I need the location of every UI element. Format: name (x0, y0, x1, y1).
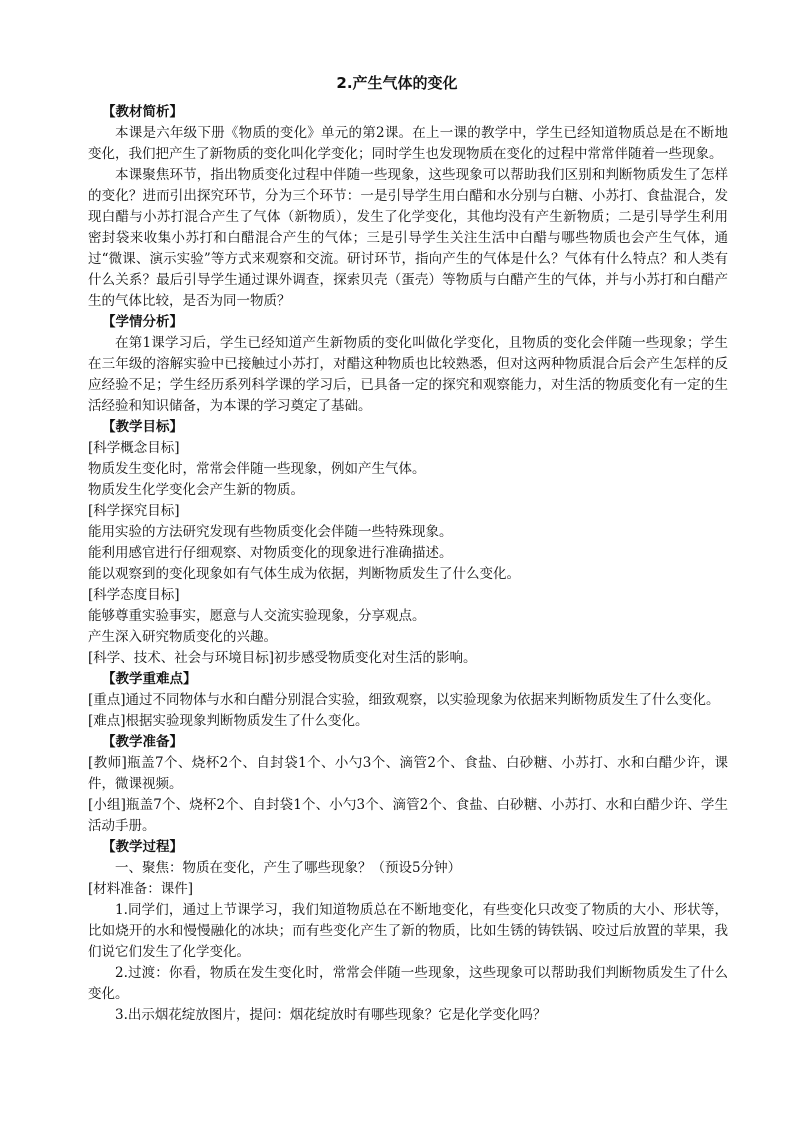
section-heading-students: 【学情分析】 (102, 314, 183, 330)
paragraph: 3.出示烟花绽放图片，提问：烟花绽放时有哪些现象？它是化学变化吗？ (115, 1007, 547, 1023)
paragraph: [难点]根据实验现象判断物质发生了什么变化。 (88, 713, 369, 729)
section-heading-process: 【教学过程】 (102, 839, 183, 855)
goal-line: 能用实验的方法研究发现有些物质变化会伴随一些特殊现象。 (88, 524, 453, 540)
paragraph: 2.过渡：你看，物质在发生变化时，常常会伴随一些现象，这些现象可以帮助我们判断物质发生了什么变化。 (88, 965, 728, 1002)
paragraph: 本课聚焦环节，指出物质变化过程中伴随一些现象，这些现象可以帮助我们区别和判断物质发生了怎样的变化？进而引出探究环节，分为三个环节：一是引导学生用白醋和水分别与白糖、小苏打、食盐混合，发现白醋与小苏打混合产生了气体（新物质），发生了化学变化，其他均没有产生新物质；二是引导学生利用密封袋来收集小苏打和白醋混合产生的气体；三是引导学生关注生活中白醋与哪些物质也会产生气体，通过“微课、演示实验”等方式来观察和交流。研讨环节，指向产生的气体是什么？气体有什么特点？和人类有什么关系？最后引导学生通过课外调查，探索贝壳（蛋壳）等物质与白醋产生的气体，并与小苏打和白醋产生的气体比较，是否为同一物质？ (88, 167, 728, 309)
goal-label: [科学概念目标] (88, 440, 180, 456)
goal-line: 物质发生变化时，常常会伴随一些现象，例如产生气体。 (88, 461, 426, 477)
section-heading-prep: 【教学准备】 (102, 734, 183, 750)
goal-label: [科学探究目标] (88, 503, 180, 519)
page-title: 2.产生气体的变化 (336, 74, 458, 92)
document-body (88, 102, 728, 1026)
paragraph: 1.同学们，通过上节课学习，我们知道物质总在不断地变化，有些变化只改变了物质的大小、形状等，比如烧开的水和慢慢融化的冰块；而有些变化产生了新的物质，比如生锈的铸铁锅、咬过后放置的苹果，我们说它们发生了化学变化。 (88, 902, 728, 960)
section-heading-goals: 【教学目标】 (102, 419, 183, 435)
goal-line: 产生深入研究物质变化的兴趣。 (88, 629, 277, 645)
goal-line: 能够尊重实验事实，愿意与人交流实验现象，分享观点。 (88, 608, 426, 624)
section-heading-keypoints: 【教学重难点】 (102, 671, 197, 687)
goal-line: 能利用感官进行仔细观察、对物质变化的现象进行准确描述。 (88, 545, 453, 561)
goal-line: 物质发生化学变化会产生新的物质。 (88, 482, 304, 498)
paragraph: [材料准备：课件] (88, 881, 194, 897)
paragraph: 一、聚焦：物质在变化，产生了哪些现象？（预设5分钟） (115, 860, 462, 876)
goal-line: [科学、技术、社会与环境目标]初步感受物质变化对生活的影响。 (88, 650, 477, 666)
paragraph: [重点]通过不同物体与水和白醋分别混合实验，细致观察，以实验现象为依据来判断物质发生了什么变化。 (88, 692, 720, 708)
section-heading-textbook: 【教材简析】 (102, 104, 183, 120)
goal-line: 能以观察到的变化现象如有气体生成为依据，判断物质发生了什么变化。 (88, 566, 520, 582)
goal-label: [科学态度目标] (88, 587, 180, 603)
paragraph: [小组]瓶盖7个、烧杯2个、自封袋1个、小勺3个、滴管2个、食盐、白砂糖、小苏打、水和白醋少许、学生活动手册。 (88, 797, 728, 834)
paragraph: [教师]瓶盖7个、烧杯2个、自封袋1个、小勺3个、滴管2个、食盐、白砂糖、小苏打、水和白醋少许，课件，微课视频。 (88, 755, 728, 792)
paragraph: 在第1课学习后，学生已经知道产生新物质的变化叫做化学变化，且物质的变化会伴随一些现象；学生在三年级的溶解实验中已接触过小苏打，对醋这种物质也比较熟悉，但对这两种物质混合后会产生怎样的反应经验不足；学生经历系列科学课的学习后，已具备一定的探究和观察能力，对生活的物质变化有一定的生活经验和知识储备，为本课的学习奠定了基础。 (88, 335, 728, 414)
paragraph: 本课是六年级下册《物质的变化》单元的第2课。在上一课的教学中，学生已经知道物质总是在不断地变化，我们把产生了新物质的变化叫化学变化；同时学生也发现物质在变化的过程中常常伴随着一些现象。 (88, 125, 728, 162)
